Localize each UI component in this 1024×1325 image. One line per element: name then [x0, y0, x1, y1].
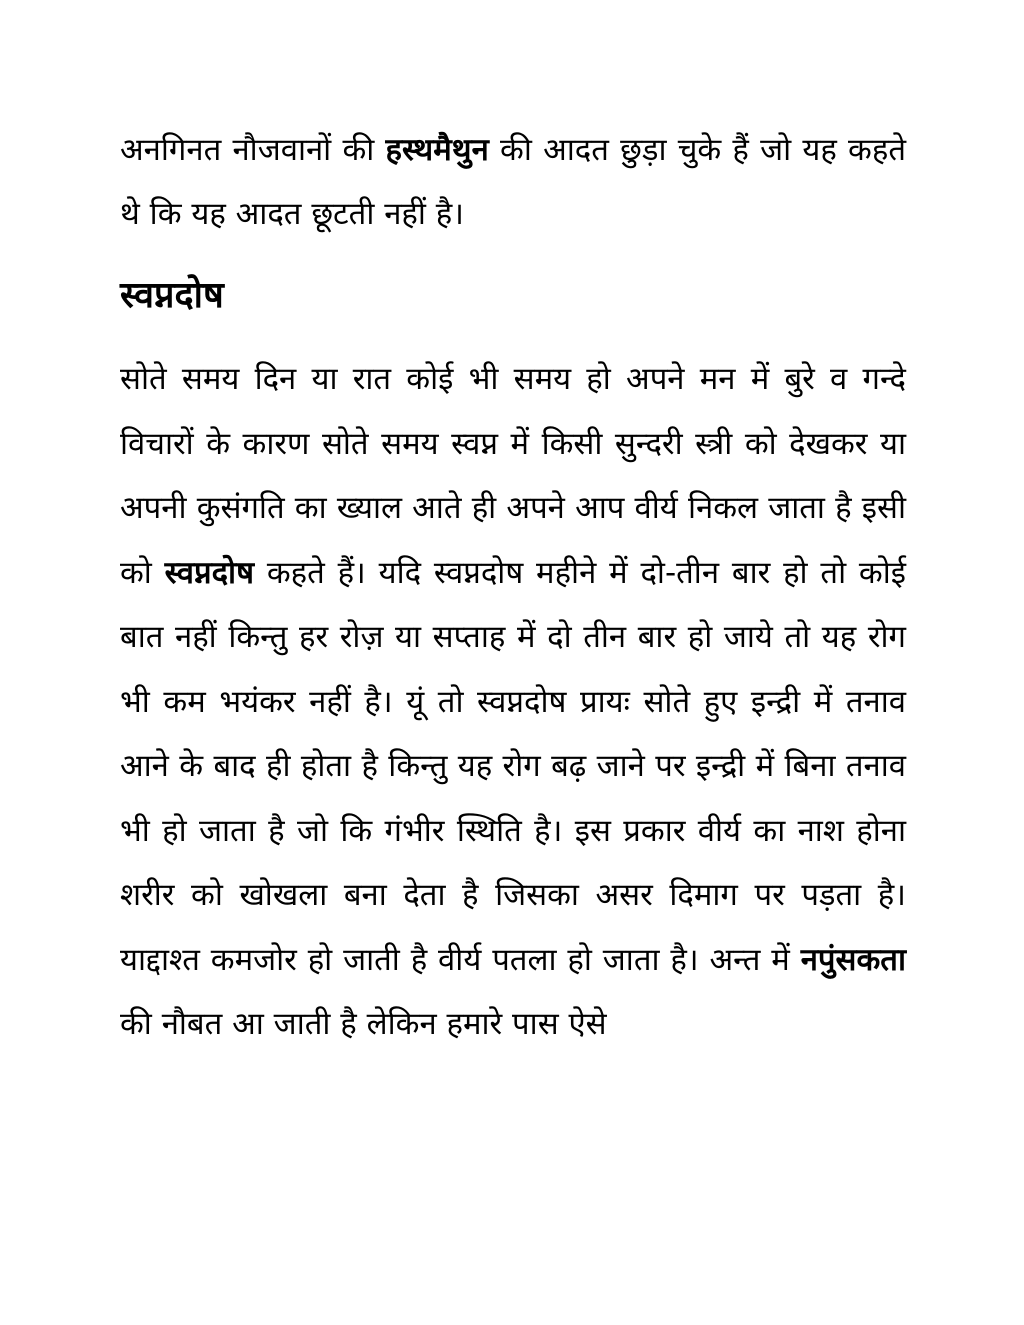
body-paragraph [120, 347, 906, 1057]
body-bold-term-2: नपुंसकता [800, 941, 906, 978]
intro-text-part1: अनगिनत नौजवानों की [120, 132, 386, 168]
intro-paragraph [120, 118, 906, 246]
body-text-part2: कहते हैं। यदि स्वप्नदोष महीने में दो-तीन बार हो तो कोई बात नहीं किन्तु हर रोज़ या सप्ताह में दो तीन बार हो जाये तो यह रोग भी कम भयंकर नहीं है। यूं तो स्वप्नदोष प्रायः सोते हुए इन्द्री में तनाव आने के बाद ही होता है किन्तु यह रोग बढ़ जाने पर इन्द्री में बिना तनाव भी हो जाता है जो कि गंभीर स्थिति है। इस प्रकार वीर्य का नाश होना शरीर को खोखला बना देता है जिसका असर दिमाग पर पड़ता है। याद्दाश्त कमजोर हो जाती है वीर्य पतला हो जाता है। अन्त में [120, 554, 906, 978]
intro-text-part2: की आदत छुड़ा चुके हैं जो यह कहते थे कि यह आदत छूटती नहीं है। [120, 132, 906, 232]
body-bold-term-1: स्वप्नदोष [164, 554, 254, 591]
section-heading: स्वप्नदोष [120, 275, 224, 316]
body-text-part3: की नौबत आ जाती है लेकिन हमारे पास ऐसे [120, 1006, 607, 1042]
body-text-part1: सोते समय दिन या रात कोई भी समय हो अपने मन में बुरे व गन्दे विचारों के कारण सोते समय स्वप्न में किसी सुन्दरी स्त्री को देखकर या अपनी कुसंगति का ख्याल आते ही अपने आप वीर्य निकल जाता है इसी को [120, 361, 906, 591]
intro-bold-term: हस्थमैथुन [385, 132, 489, 168]
